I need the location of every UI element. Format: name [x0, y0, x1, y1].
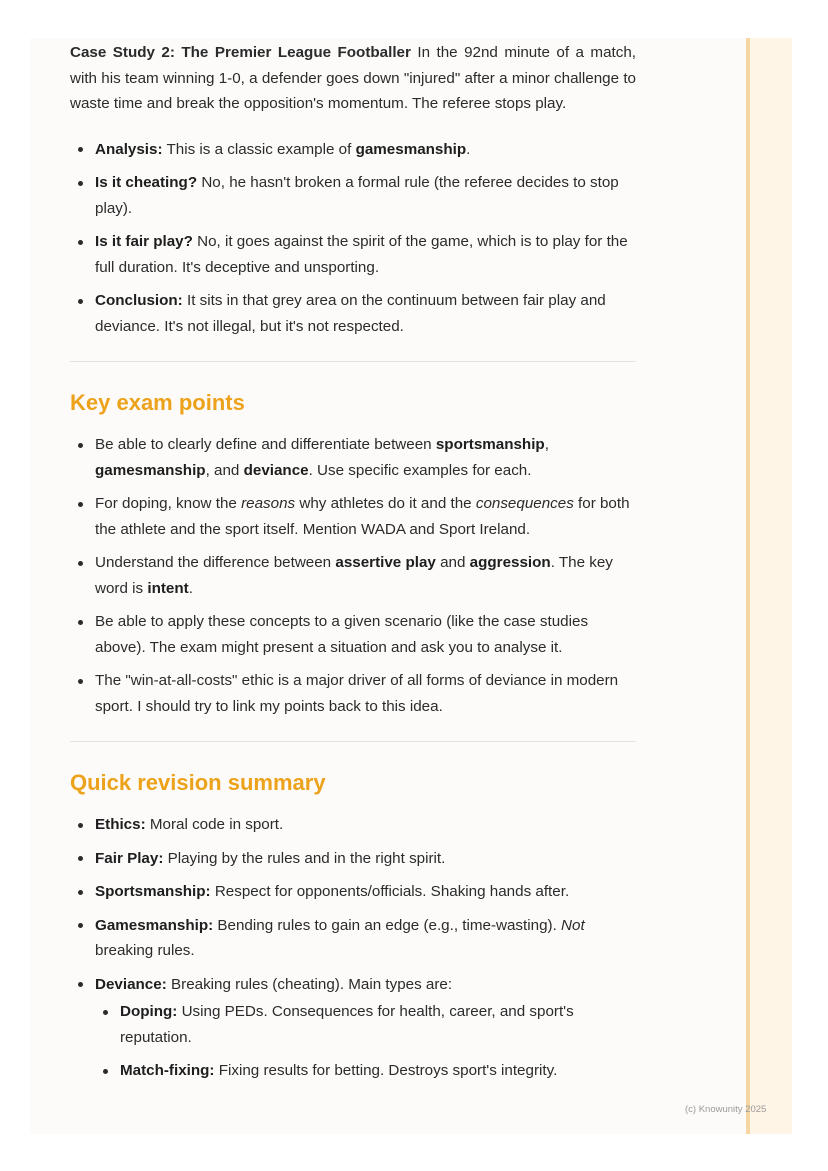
list-item: Doping: Using PEDs. Consequences for health, career, and sport's reputation.	[95, 999, 636, 1050]
section-divider	[70, 741, 636, 742]
list-item: Be able to apply these concepts to a given scenario (like the case studies above). The exam might present a situation and ask you to analyse it.	[70, 609, 636, 660]
list-item: For doping, know the reasons why athletes do it and the consequences for both the athlete and the sport itself. Mention WADA and Sport Ireland.	[70, 491, 636, 542]
list-item: Fair Play: Playing by the rules and in the right spirit.	[70, 846, 636, 872]
section-heading-revision-summary: Quick revision summary	[70, 770, 326, 795]
list-item: The "win-at-all-costs" ethic is a major driver of all forms of deviance in modern sport. I should try to link my points back to this idea.	[70, 668, 636, 719]
case-study-paragraph	[70, 40, 636, 117]
copyright-footer: (c) Knowunity 2025	[685, 1104, 767, 1115]
case-study-text: In the 92nd minute of a match, with his team winning 1-0, a defender goes down "injured" after a minor challenge to waste time and break the opposition's momentum. The referee stops play.	[70, 44, 636, 112]
list-item: Match-fixing: Fixing results for betting. Destroys sport's integrity.	[95, 1058, 636, 1084]
case-study-points	[70, 137, 636, 340]
list-item: Analysis: This is a classic example of gamesmanship.	[70, 137, 636, 163]
side-margin-panel	[746, 38, 792, 1134]
case-study-title: Case Study 2: The Premier League Footballer	[70, 44, 411, 61]
document-content	[70, 40, 636, 1092]
exam-points-list	[70, 432, 636, 719]
deviance-types-list	[95, 999, 636, 1084]
list-item: Be able to clearly define and differentiate between sportsmanship, gamesmanship, and deviance. Use specific examples for each.	[70, 432, 636, 483]
revision-summary-list	[70, 812, 636, 1084]
list-item: Ethics: Moral code in sport.	[70, 812, 636, 838]
list-item: Sportsmanship: Respect for opponents/officials. Shaking hands after.	[70, 879, 636, 905]
list-item: Gamesmanship: Bending rules to gain an edge (e.g., time-wasting). Not breaking rules.	[70, 913, 636, 964]
section-heading-exam-points: Key exam points	[70, 390, 245, 415]
list-item: Deviance: Breaking rules (cheating). Main types are: Doping: Using PEDs. Consequences for health, career, and sport's reputation. Match-fixing: Fixing results for betting. Destroys sport's integrity.	[70, 972, 636, 1084]
list-item: Understand the difference between assertive play and aggression. The key word is intent.	[70, 550, 636, 601]
list-item: Is it fair play? No, it goes against the spirit of the game, which is to play for the full duration. It's deceptive and unsporting.	[70, 229, 636, 280]
list-item: Conclusion: It sits in that grey area on the continuum between fair play and deviance. It's not illegal, but it's not respected.	[70, 288, 636, 339]
list-item: Is it cheating? No, he hasn't broken a formal rule (the referee decides to stop play).	[70, 170, 636, 221]
section-divider	[70, 361, 636, 362]
